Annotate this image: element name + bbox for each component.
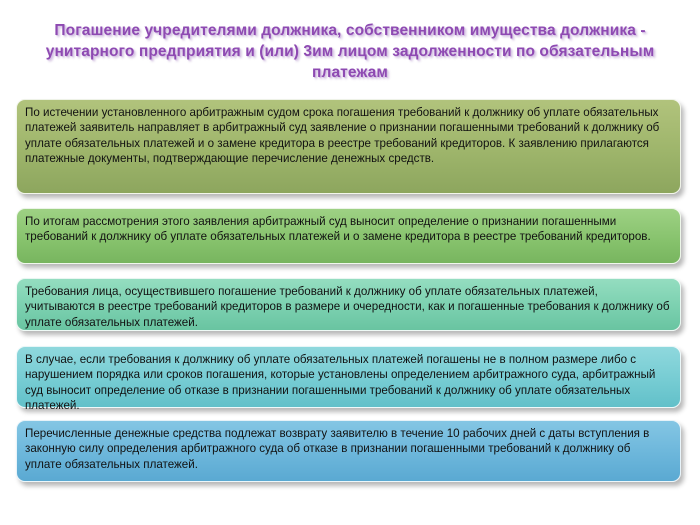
text-block-refund: Перечисленные денежные средства подлежат возврату заявителю в течение 10 рабочих дней с даты вступления в законную силу определения арбитражного суда об отказе в признании погашенными требований к должнику об уплате обязательных платежей.	[16, 420, 681, 482]
text-block-court-ruling: По итогам рассмотрения этого заявления арбитражный суд выносит определение о признании погашенными требований к должнику об уплате обязательных платежей и о замене кредитора в реестре требований кредиторов.	[16, 208, 681, 264]
text-block-expiry-deadline: По истечении установленного арбитражным судом срока погашения требований к должнику об уплате обязательных платежей заявитель направляет в арбитражный суд заявление о признании погашенными требований к должнику об уплате обязательных платежей и о замене кредитора в реестре требований кредиторов. К заявлению прилагаются платежные документы, подтверждающие перечисление денежных средств.	[16, 99, 681, 194]
text-block-refusal: В случае, если требования к должнику об уплате обязательных платежей погашены не в полном размере либо с нарушением порядка или сроков погашения, которые установлены определением арбитражного суда, арбитражный суд выносит определение об отказе в признании погашенными требований к должнику об уплате обязательных платежей.	[16, 346, 681, 408]
text-block-creditor-register: Требования лица, осуществившего погашение требований к должнику об уплате обязательных платежей, учитываются в реестре требований кредиторов в размере и очередности, как и погашенные требования к должнику об уплате обязательных платежей.	[16, 278, 681, 331]
slide-title: Погашение учредителями должника, собственником имущества должника - унитарного предприятия и (или) 3им лицом задолженности по обязательным платежам	[45, 22, 655, 81]
